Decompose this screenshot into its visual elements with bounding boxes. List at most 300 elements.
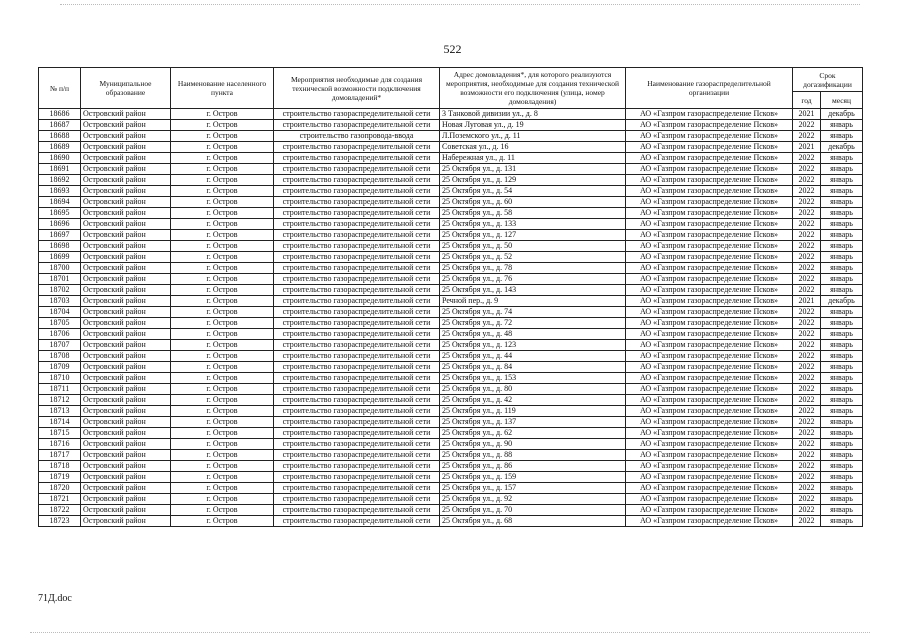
cell-org: АО «Газпром газораспределение Псков»: [626, 362, 793, 373]
cell-municipality: Островский район: [81, 175, 171, 186]
cell-month: январь: [821, 406, 863, 417]
cell-month: январь: [821, 175, 863, 186]
cell-locality: г. Остров: [171, 219, 274, 230]
cell-org: АО «Газпром газораспределение Псков»: [626, 241, 793, 252]
cell-month: январь: [821, 131, 863, 142]
cell-month: январь: [821, 318, 863, 329]
cell-num: 18709: [39, 362, 81, 373]
cell-locality: г. Остров: [171, 384, 274, 395]
cell-locality: г. Остров: [171, 120, 274, 131]
cell-num: 18686: [39, 109, 81, 120]
cell-municipality: Островский район: [81, 153, 171, 164]
cell-locality: г. Остров: [171, 263, 274, 274]
cell-num: 18704: [39, 307, 81, 318]
cell-municipality: Островский район: [81, 142, 171, 153]
cell-year: 2022: [793, 483, 821, 494]
cell-year: 2022: [793, 450, 821, 461]
cell-org: АО «Газпром газораспределение Псков»: [626, 395, 793, 406]
cell-year: 2022: [793, 505, 821, 516]
header-measures: Мероприятия необходимые для создания технической возможности подключения домовладений*: [274, 68, 440, 109]
cell-year: 2022: [793, 252, 821, 263]
cell-org: АО «Газпром газораспределение Псков»: [626, 274, 793, 285]
cell-year: 2022: [793, 362, 821, 373]
cell-locality: г. Остров: [171, 175, 274, 186]
cell-locality: г. Остров: [171, 450, 274, 461]
cell-month: январь: [821, 197, 863, 208]
cell-address: 25 Октября ул., д. 133: [440, 219, 626, 230]
cell-year: 2022: [793, 285, 821, 296]
cell-locality: г. Остров: [171, 318, 274, 329]
cell-municipality: Островский район: [81, 483, 171, 494]
table-row: [39, 406, 863, 417]
cell-address: 25 Октября ул., д. 62: [440, 428, 626, 439]
table-row: [39, 252, 863, 263]
cell-num: 18721: [39, 494, 81, 505]
cell-address: Л.Поземского ул., д. 11: [440, 131, 626, 142]
cell-measures: строительство газораспределительной сети: [274, 285, 440, 296]
table-row: [39, 384, 863, 395]
cell-measures: строительство газораспределительной сети: [274, 428, 440, 439]
table-row: [39, 395, 863, 406]
cell-locality: г. Остров: [171, 285, 274, 296]
table-row: [39, 230, 863, 241]
header-address: Адрес домовладения*, для которого реализуются мероприятия, необходимые для создания технической возможности его подключения (улица, номер домовладения): [440, 68, 626, 109]
cell-locality: г. Остров: [171, 472, 274, 483]
cell-address: 25 Октября ул., д. 58: [440, 208, 626, 219]
header-month: месяц: [821, 92, 863, 109]
cell-num: 18705: [39, 318, 81, 329]
cell-org: АО «Газпром газораспределение Псков»: [626, 318, 793, 329]
cell-municipality: Островский район: [81, 164, 171, 175]
cell-num: 18691: [39, 164, 81, 175]
cell-org: АО «Газпром газораспределение Псков»: [626, 230, 793, 241]
cell-measures: строительство газораспределительной сети: [274, 120, 440, 131]
cell-address: 25 Октября ул., д. 84: [440, 362, 626, 373]
file-name-footer: 71Д.doc: [38, 593, 72, 604]
header-municipality: Муниципальное образование: [81, 68, 171, 109]
cell-org: АО «Газпром газораспределение Псков»: [626, 461, 793, 472]
cell-measures: строительство газопровода-ввода: [274, 131, 440, 142]
cell-locality: г. Остров: [171, 241, 274, 252]
table-row: [39, 351, 863, 362]
cell-locality: г. Остров: [171, 340, 274, 351]
cell-municipality: Островский район: [81, 417, 171, 428]
header-deadline: Срок догазификации: [793, 68, 863, 92]
cell-municipality: Островский район: [81, 505, 171, 516]
cell-address: 25 Октября ул., д. 159: [440, 472, 626, 483]
cell-year: 2022: [793, 175, 821, 186]
cell-address: 25 Октября ул., д. 60: [440, 197, 626, 208]
cell-locality: г. Остров: [171, 131, 274, 142]
cell-address: 3 Танковой дивизии ул., д. 8: [440, 109, 626, 120]
cell-year: 2022: [793, 274, 821, 285]
cell-locality: г. Остров: [171, 208, 274, 219]
cell-municipality: Островский район: [81, 230, 171, 241]
cell-municipality: Островский район: [81, 120, 171, 131]
cell-municipality: Островский район: [81, 384, 171, 395]
cell-address: 25 Октября ул., д. 80: [440, 384, 626, 395]
cell-locality: г. Остров: [171, 428, 274, 439]
cell-measures: строительство газораспределительной сети: [274, 296, 440, 307]
cell-measures: строительство газораспределительной сети: [274, 340, 440, 351]
table-row: [39, 362, 863, 373]
cell-num: 18694: [39, 197, 81, 208]
cell-org: АО «Газпром газораспределение Псков»: [626, 263, 793, 274]
cell-municipality: Островский район: [81, 263, 171, 274]
cell-year: 2022: [793, 318, 821, 329]
cell-month: январь: [821, 395, 863, 406]
cell-year: 2022: [793, 406, 821, 417]
cell-municipality: Островский район: [81, 186, 171, 197]
cell-year: 2022: [793, 120, 821, 131]
cell-month: январь: [821, 120, 863, 131]
cell-month: январь: [821, 219, 863, 230]
cell-municipality: Островский район: [81, 131, 171, 142]
cell-municipality: Островский район: [81, 472, 171, 483]
cell-measures: строительство газораспределительной сети: [274, 153, 440, 164]
cell-address: 25 Октября ул., д. 127: [440, 230, 626, 241]
cell-month: январь: [821, 417, 863, 428]
cell-measures: строительство газораспределительной сети: [274, 505, 440, 516]
cell-municipality: Островский район: [81, 252, 171, 263]
cell-year: 2022: [793, 417, 821, 428]
cell-year: 2021: [793, 109, 821, 120]
cell-address: 25 Октября ул., д. 74: [440, 307, 626, 318]
cell-address: 25 Октября ул., д. 131: [440, 164, 626, 175]
cell-month: январь: [821, 439, 863, 450]
cell-address: 25 Октября ул., д. 48: [440, 329, 626, 340]
cell-num: 18719: [39, 472, 81, 483]
cell-month: январь: [821, 428, 863, 439]
cell-month: январь: [821, 340, 863, 351]
cell-month: январь: [821, 483, 863, 494]
header-num: № п/п: [39, 68, 81, 109]
header-org: Наименование газораспределительной организации: [626, 68, 793, 109]
table-row: [39, 208, 863, 219]
cell-num: 18718: [39, 461, 81, 472]
cell-num: 18717: [39, 450, 81, 461]
cell-num: 18692: [39, 175, 81, 186]
cell-month: январь: [821, 494, 863, 505]
cell-org: АО «Газпром газораспределение Псков»: [626, 307, 793, 318]
table-row: [39, 417, 863, 428]
cell-measures: строительство газораспределительной сети: [274, 175, 440, 186]
cell-org: АО «Газпром газораспределение Псков»: [626, 483, 793, 494]
cell-num: 18689: [39, 142, 81, 153]
cell-municipality: Островский район: [81, 318, 171, 329]
cell-locality: г. Остров: [171, 252, 274, 263]
cell-year: 2022: [793, 186, 821, 197]
cell-measures: строительство газораспределительной сети: [274, 318, 440, 329]
cell-num: 18707: [39, 340, 81, 351]
cell-address: 25 Октября ул., д. 92: [440, 494, 626, 505]
cell-locality: г. Остров: [171, 296, 274, 307]
cell-year: 2022: [793, 494, 821, 505]
cell-org: АО «Газпром газораспределение Псков»: [626, 296, 793, 307]
cell-locality: г. Остров: [171, 373, 274, 384]
cell-num: 18693: [39, 186, 81, 197]
cell-measures: строительство газораспределительной сети: [274, 142, 440, 153]
cell-org: АО «Газпром газораспределение Псков»: [626, 516, 793, 527]
cell-municipality: Островский район: [81, 274, 171, 285]
cell-num: 18715: [39, 428, 81, 439]
cell-month: январь: [821, 307, 863, 318]
cell-year: 2022: [793, 197, 821, 208]
cell-num: 18690: [39, 153, 81, 164]
cell-measures: строительство газораспределительной сети: [274, 516, 440, 527]
cell-org: АО «Газпром газораспределение Псков»: [626, 175, 793, 186]
cell-org: АО «Газпром газораспределение Псков»: [626, 340, 793, 351]
cell-num: 18698: [39, 241, 81, 252]
table-row: [39, 274, 863, 285]
cell-locality: г. Остров: [171, 230, 274, 241]
table-row: [39, 120, 863, 131]
cell-municipality: Островский район: [81, 197, 171, 208]
cell-org: АО «Газпром газораспределение Псков»: [626, 472, 793, 483]
cell-measures: строительство газораспределительной сети: [274, 384, 440, 395]
cell-locality: г. Остров: [171, 494, 274, 505]
cell-year: 2022: [793, 516, 821, 527]
cell-measures: строительство газораспределительной сети: [274, 241, 440, 252]
cell-year: 2022: [793, 208, 821, 219]
cell-org: АО «Газпром газораспределение Псков»: [626, 186, 793, 197]
cell-address: Набережная ул., д. 11: [440, 153, 626, 164]
cell-address: 25 Октября ул., д. 68: [440, 516, 626, 527]
cell-municipality: Островский район: [81, 494, 171, 505]
cell-num: 18688: [39, 131, 81, 142]
cell-locality: г. Остров: [171, 329, 274, 340]
cell-municipality: Островский район: [81, 516, 171, 527]
cell-measures: строительство газораспределительной сети: [274, 274, 440, 285]
cell-org: АО «Газпром газораспределение Псков»: [626, 208, 793, 219]
cell-org: АО «Газпром газораспределение Псков»: [626, 109, 793, 120]
cell-month: январь: [821, 505, 863, 516]
table-row: [39, 373, 863, 384]
cell-municipality: Островский район: [81, 285, 171, 296]
cell-municipality: Островский район: [81, 439, 171, 450]
cell-year: 2022: [793, 439, 821, 450]
cell-municipality: Островский район: [81, 219, 171, 230]
header-year: год: [793, 92, 821, 109]
table-row: [39, 472, 863, 483]
cell-year: 2022: [793, 230, 821, 241]
cell-org: АО «Газпром газораспределение Псков»: [626, 153, 793, 164]
cell-org: АО «Газпром газораспределение Псков»: [626, 494, 793, 505]
cell-measures: строительство газораспределительной сети: [274, 351, 440, 362]
gasification-table: [38, 67, 863, 527]
cell-locality: г. Остров: [171, 274, 274, 285]
cell-address: 25 Октября ул., д. 72: [440, 318, 626, 329]
cell-locality: г. Остров: [171, 395, 274, 406]
cell-address: 25 Октября ул., д. 129: [440, 175, 626, 186]
cell-month: декабрь: [821, 142, 863, 153]
cell-address: 25 Октября ул., д. 153: [440, 373, 626, 384]
cell-num: 18708: [39, 351, 81, 362]
cell-measures: строительство газораспределительной сети: [274, 329, 440, 340]
cell-municipality: Островский район: [81, 461, 171, 472]
cell-measures: строительство газораспределительной сети: [274, 252, 440, 263]
cell-year: 2022: [793, 472, 821, 483]
cell-month: январь: [821, 362, 863, 373]
cell-year: 2022: [793, 428, 821, 439]
cell-address: 25 Октября ул., д. 88: [440, 450, 626, 461]
cell-municipality: Островский район: [81, 241, 171, 252]
cell-org: АО «Газпром газораспределение Псков»: [626, 120, 793, 131]
cell-locality: г. Остров: [171, 164, 274, 175]
cell-measures: строительство газораспределительной сети: [274, 373, 440, 384]
cell-locality: г. Остров: [171, 461, 274, 472]
cell-measures: строительство газораспределительной сети: [274, 307, 440, 318]
table-row: [39, 109, 863, 120]
cell-measures: строительство газораспределительной сети: [274, 461, 440, 472]
cell-municipality: Островский район: [81, 307, 171, 318]
cell-month: январь: [821, 461, 863, 472]
table-row: [39, 164, 863, 175]
table-row: [39, 197, 863, 208]
cell-year: 2022: [793, 219, 821, 230]
cell-measures: строительство газораспределительной сети: [274, 164, 440, 175]
table-row: [39, 131, 863, 142]
cell-measures: строительство газораспределительной сети: [274, 186, 440, 197]
cell-address: 25 Октября ул., д. 86: [440, 461, 626, 472]
cell-address: 25 Октября ул., д. 119: [440, 406, 626, 417]
cell-year: 2022: [793, 263, 821, 274]
cell-year: 2022: [793, 131, 821, 142]
cell-locality: г. Остров: [171, 197, 274, 208]
cell-municipality: Островский район: [81, 428, 171, 439]
cell-org: АО «Газпром газораспределение Псков»: [626, 406, 793, 417]
cell-org: АО «Газпром газораспределение Псков»: [626, 164, 793, 175]
cell-measures: строительство газораспределительной сети: [274, 263, 440, 274]
table-row: [39, 318, 863, 329]
cell-municipality: Островский район: [81, 373, 171, 384]
cell-measures: строительство газораспределительной сети: [274, 483, 440, 494]
cell-locality: г. Остров: [171, 153, 274, 164]
cell-month: январь: [821, 373, 863, 384]
cell-month: январь: [821, 274, 863, 285]
cell-address: 25 Октября ул., д. 78: [440, 263, 626, 274]
cell-org: АО «Газпром газораспределение Псков»: [626, 285, 793, 296]
cell-num: 18722: [39, 505, 81, 516]
cell-address: 25 Октября ул., д. 44: [440, 351, 626, 362]
cell-municipality: Островский район: [81, 329, 171, 340]
table-row: [39, 450, 863, 461]
cell-address: 25 Октября ул., д. 137: [440, 417, 626, 428]
table-row: [39, 285, 863, 296]
cell-locality: г. Остров: [171, 307, 274, 318]
cell-num: 18720: [39, 483, 81, 494]
cell-municipality: Островский район: [81, 362, 171, 373]
cell-year: 2022: [793, 153, 821, 164]
cell-measures: строительство газораспределительной сети: [274, 417, 440, 428]
table-row: [39, 307, 863, 318]
cell-municipality: Островский район: [81, 340, 171, 351]
table-row: [39, 142, 863, 153]
table-row: [39, 461, 863, 472]
cell-address: 25 Октября ул., д. 52: [440, 252, 626, 263]
cell-org: АО «Газпром газораспределение Псков»: [626, 329, 793, 340]
cell-locality: г. Остров: [171, 109, 274, 120]
cell-num: 18713: [39, 406, 81, 417]
cell-year: 2022: [793, 307, 821, 318]
cell-num: 18703: [39, 296, 81, 307]
cell-org: АО «Газпром газораспределение Псков»: [626, 351, 793, 362]
cell-year: 2022: [793, 461, 821, 472]
cell-org: АО «Газпром газораспределение Псков»: [626, 131, 793, 142]
table-row: [39, 153, 863, 164]
cell-org: АО «Газпром газораспределение Псков»: [626, 373, 793, 384]
cell-org: АО «Газпром газораспределение Псков»: [626, 450, 793, 461]
cell-year: 2022: [793, 241, 821, 252]
table-row: [39, 505, 863, 516]
cell-org: АО «Газпром газораспределение Псков»: [626, 439, 793, 450]
cell-municipality: Островский район: [81, 208, 171, 219]
cell-address: 25 Октября ул., д. 90: [440, 439, 626, 450]
cell-year: 2022: [793, 395, 821, 406]
table-row: [39, 263, 863, 274]
cell-address: 25 Октября ул., д. 123: [440, 340, 626, 351]
table-row: [39, 241, 863, 252]
cell-address: 25 Октября ул., д. 76: [440, 274, 626, 285]
cell-locality: г. Остров: [171, 142, 274, 153]
cell-measures: строительство газораспределительной сети: [274, 439, 440, 450]
cell-year: 2021: [793, 296, 821, 307]
cell-locality: г. Остров: [171, 439, 274, 450]
cell-month: декабрь: [821, 296, 863, 307]
cell-month: январь: [821, 208, 863, 219]
cell-year: 2022: [793, 384, 821, 395]
cell-num: 18702: [39, 285, 81, 296]
cell-num: 18695: [39, 208, 81, 219]
cell-address: 25 Октября ул., д. 42: [440, 395, 626, 406]
cell-month: январь: [821, 285, 863, 296]
cell-month: январь: [821, 351, 863, 362]
cell-measures: строительство газораспределительной сети: [274, 230, 440, 241]
cell-municipality: Островский район: [81, 406, 171, 417]
cell-month: январь: [821, 241, 863, 252]
cell-month: январь: [821, 186, 863, 197]
cell-measures: строительство газораспределительной сети: [274, 406, 440, 417]
cell-month: январь: [821, 450, 863, 461]
cell-month: январь: [821, 263, 863, 274]
cell-num: 18723: [39, 516, 81, 527]
cell-year: 2022: [793, 164, 821, 175]
cell-year: 2022: [793, 340, 821, 351]
cell-num: 18687: [39, 120, 81, 131]
cell-num: 18710: [39, 373, 81, 384]
cell-year: 2022: [793, 351, 821, 362]
cell-municipality: Островский район: [81, 296, 171, 307]
cell-municipality: Островский район: [81, 395, 171, 406]
cell-address: Новая Луговая ул., д. 19: [440, 120, 626, 131]
table-row: [39, 186, 863, 197]
cell-org: АО «Газпром газораспределение Псков»: [626, 505, 793, 516]
header-locality: Наименование населенного пункта: [171, 68, 274, 109]
table-row: [39, 329, 863, 340]
cell-measures: строительство газораспределительной сети: [274, 208, 440, 219]
cell-address: 25 Октября ул., д. 54: [440, 186, 626, 197]
page-number: 522: [443, 42, 462, 56]
cell-month: январь: [821, 252, 863, 263]
cell-locality: г. Остров: [171, 417, 274, 428]
cell-org: АО «Газпром газораспределение Псков»: [626, 142, 793, 153]
cell-org: АО «Газпром газораспределение Псков»: [626, 197, 793, 208]
cell-address: Советская ул., д. 16: [440, 142, 626, 153]
cell-municipality: Островский район: [81, 109, 171, 120]
cell-measures: строительство газораспределительной сети: [274, 219, 440, 230]
cell-month: январь: [821, 230, 863, 241]
cell-num: 18700: [39, 263, 81, 274]
